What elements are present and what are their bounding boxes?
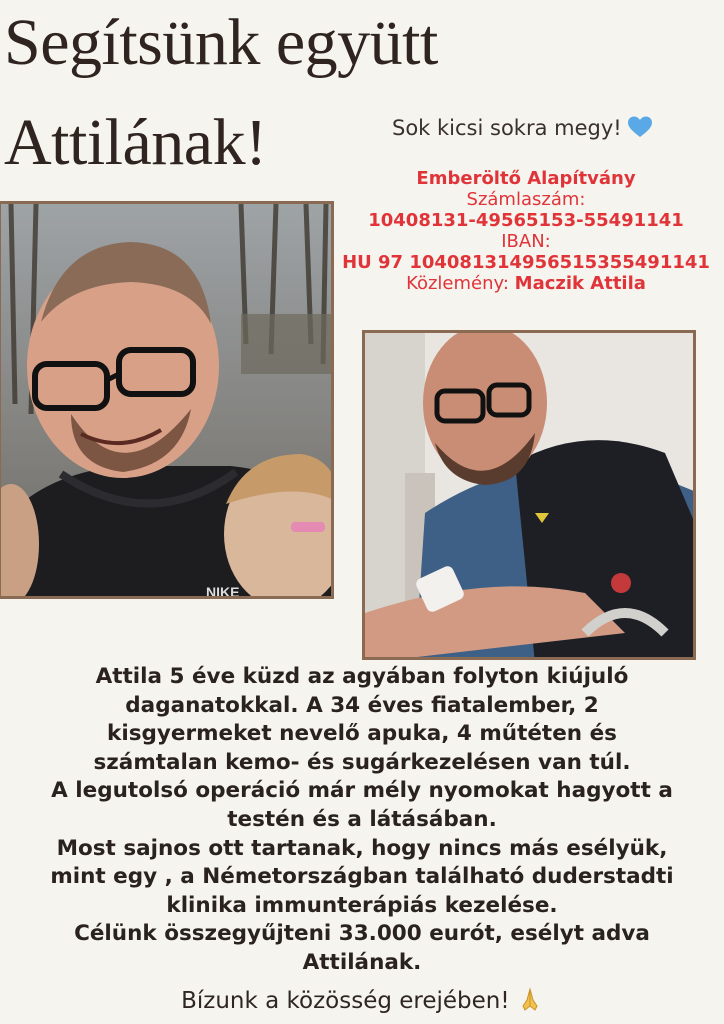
story-line: klinika immunterápiás kezelése. [166, 892, 558, 918]
footer [0, 986, 724, 1014]
story-line: kisgyermeket nevelő apuka, 4 műtéten és [107, 721, 617, 747]
story-line: A legutolsó operáció már mély nyomokat hagyott a [51, 778, 673, 804]
blue-heart-icon [628, 116, 652, 143]
story-line: Célünk összegyűjteni 33.000 eurót, esélyt adva [74, 921, 650, 947]
story-line: testén és a látásában. [227, 806, 497, 832]
iban-label: IBAN: [501, 231, 551, 252]
reference-row [336, 273, 716, 294]
story-line: számtalan kemo- és sugárkezelésen van túl. [93, 749, 631, 775]
photo-portrait [0, 201, 334, 599]
slogan-text: Sok kicsi sokra megy! [392, 116, 622, 140]
reference-label: Közlemény: [406, 273, 509, 294]
headline-line-2: Attilának! [4, 106, 267, 179]
account-number: 10408131-49565153-55491141 [368, 210, 684, 231]
story-line: daganatokkal. A 34 éves fiatalember, 2 [125, 692, 599, 718]
story-line: mint egy , a Németországban található duderstadti [50, 864, 674, 890]
bank-details [336, 168, 716, 294]
slogan [392, 116, 652, 143]
account-label: Számlaszám: [466, 189, 586, 210]
iban-number: HU 97 104081314956515355491141 [342, 252, 710, 273]
story-text [6, 663, 718, 978]
reference-value: Maczik Attila [514, 273, 646, 294]
story-line: Attilának. [302, 949, 422, 975]
story-line: Most sajnos ott tartanak, hogy nincs más esélyük, [56, 835, 668, 861]
foundation-name: Emberöltő Alapítvány [416, 168, 636, 189]
praying-hands-icon [517, 988, 543, 1014]
photo-portrait-illustration [1, 204, 334, 599]
story-line: Attila 5 éve küzd az agyában folyton kiújuló [95, 664, 629, 689]
svg-text:NIKE: NIKE [206, 584, 240, 599]
footer-text: Bízunk a közösség erejében! [181, 988, 510, 1014]
headline-line-1: Segítsünk együtt [4, 6, 438, 79]
photo-treatment [362, 330, 696, 660]
photo-treatment-illustration [365, 333, 696, 660]
